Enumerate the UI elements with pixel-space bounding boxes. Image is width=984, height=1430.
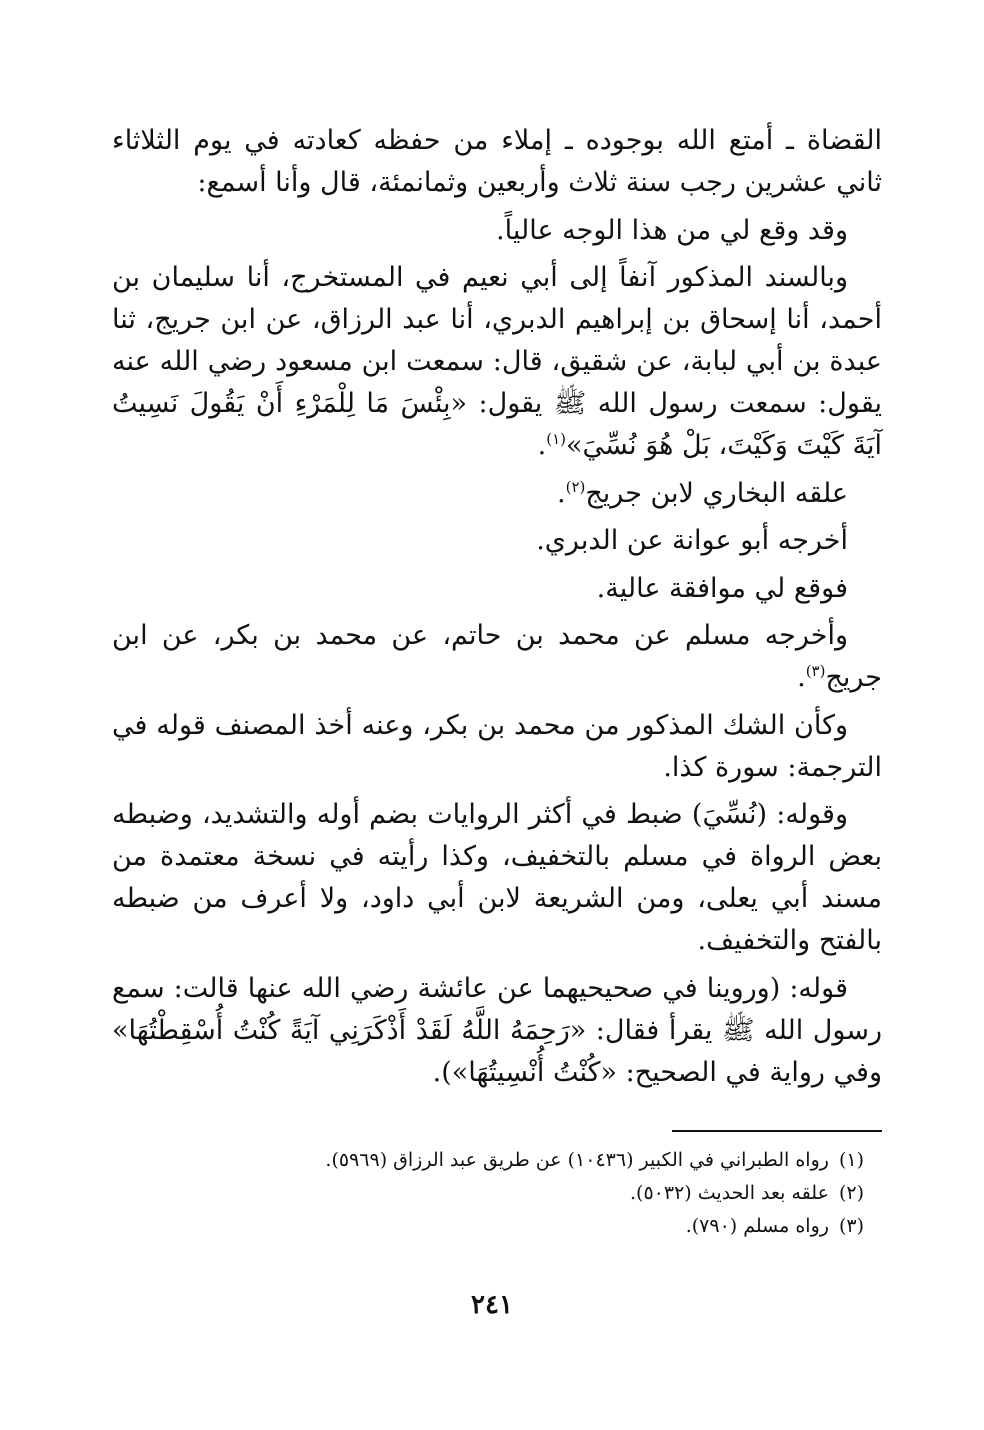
paragraph-10: [112, 968, 882, 1094]
paragraph-3-tail: .: [537, 430, 547, 461]
footnote-text-1: رواه الطبراني في الكبير (١٠٤٣٦) عن طريق عبد الرزاق (٥٩٦٩).: [325, 1149, 829, 1171]
main-text: [112, 120, 882, 1099]
footnote-number-1: (١): [838, 1149, 864, 1171]
paragraph-8-text: وكأن الشك المذكور من محمد بن بكر، وعنه أخذ المصنف قوله في الترجمة: سورة كذا.: [112, 709, 882, 783]
footnote-3: [112, 1210, 882, 1243]
page-number: ٢٤١: [471, 1290, 513, 1320]
footnotes: [112, 1144, 882, 1243]
footnote-ref-3[interactable]: (٣): [805, 662, 826, 680]
paragraph-6: [112, 568, 882, 610]
footnote-2: [112, 1177, 882, 1210]
paragraph-4-text: علقه البخاري لابن جريج: [585, 477, 848, 509]
footnote-number-2: (٢): [838, 1182, 864, 1204]
footnote-text-3: رواه مسلم (٧٩٠).: [685, 1215, 829, 1237]
paragraph-2: [112, 210, 882, 252]
paragraph-4: [112, 473, 882, 515]
paragraph-4-tail: .: [556, 477, 566, 509]
paragraph-7-text: وأخرجه مسلم عن محمد بن حاتم، عن محمد بن بكر، عن ابن جريج: [112, 620, 882, 693]
paragraph-9: [112, 794, 882, 962]
paragraph-10-text: قوله: (وروينا في صحيحيهما عن عائشة رضي الله عنها قالت: سمع رسول الله ﷺ يقرأ فقال: «رَحِمَهُ اللَّهُ لَقَدْ أَذْكَرَنِي آيَةً كُنْتُ أُسْقِطْتُهَا» وفي رواية في الصحيح: «كُنْتُ أُنْسِيتُهَا»).: [112, 972, 882, 1088]
paragraph-9-text: وقوله: (نُسِّيَ) ضبط في أكثر الروايات بضم أوله والتشديد، وضبطه بعض الرواة في مسلم بالتخفيف، وكذا رأيته في نسخة معتمدة من مسند أبي يعلى، ومن الشريعة لابن أبي داود، ولا أعرف من ضبطه بالفتح والتخفيف.: [112, 799, 882, 956]
paragraph-7: [112, 615, 882, 699]
footnote-ref-2[interactable]: (٢): [565, 477, 586, 496]
footnote-divider: [672, 1130, 882, 1132]
footnote-1: [112, 1144, 882, 1177]
paragraph-6-text: فوقع لي موافقة عالية.: [596, 572, 848, 604]
paragraph-5-text: أخرجه أبو عوانة عن الدبري.: [536, 525, 848, 556]
paragraph-5: [112, 520, 882, 562]
paragraph-1-text: القضاة ـ أمتع الله بوجوده ـ إملاء من حفظه كعادته في يوم الثلاثاء ثاني عشرين رجب سنة ثلاث وأربعين وثمانمئة، قال وأنا أسمع:: [112, 125, 882, 198]
footnote-number-3: (٣): [838, 1215, 864, 1237]
paragraph-7-tail: .: [797, 662, 806, 693]
paragraph-3-text: وبالسند المذكور آنفاً إلى أبي نعيم في المستخرج، أنا سليمان بن أحمد، أنا إسحاق بن إبراهيم الدبري، أنا عبد الرزاق، عن ابن جريج، ثنا عبدة بن أبي لبابة، عن شقيق، قال: سمعت ابن مسعود رضي الله عنه يقول: سمعت رسول الله ﷺ يقول: «بِئْسَ مَا لِلْمَرْءِ أَنْ يَقُولَ نَسِيتُ آيَةَ كَيْتَ وَكَيْتَ، بَلْ هُوَ نُسِّيَ»: [112, 262, 882, 461]
paragraph-8: [112, 705, 882, 789]
paragraph-1: [112, 120, 882, 204]
footnote-ref-1[interactable]: (١): [546, 430, 567, 448]
paragraph-2-text: وقد وقع لي من هذا الوجه عالياً.: [496, 214, 848, 246]
paragraph-3: [112, 257, 882, 467]
footnote-text-2: علقه بعد الحديث (٥٠٣٢).: [630, 1182, 829, 1204]
